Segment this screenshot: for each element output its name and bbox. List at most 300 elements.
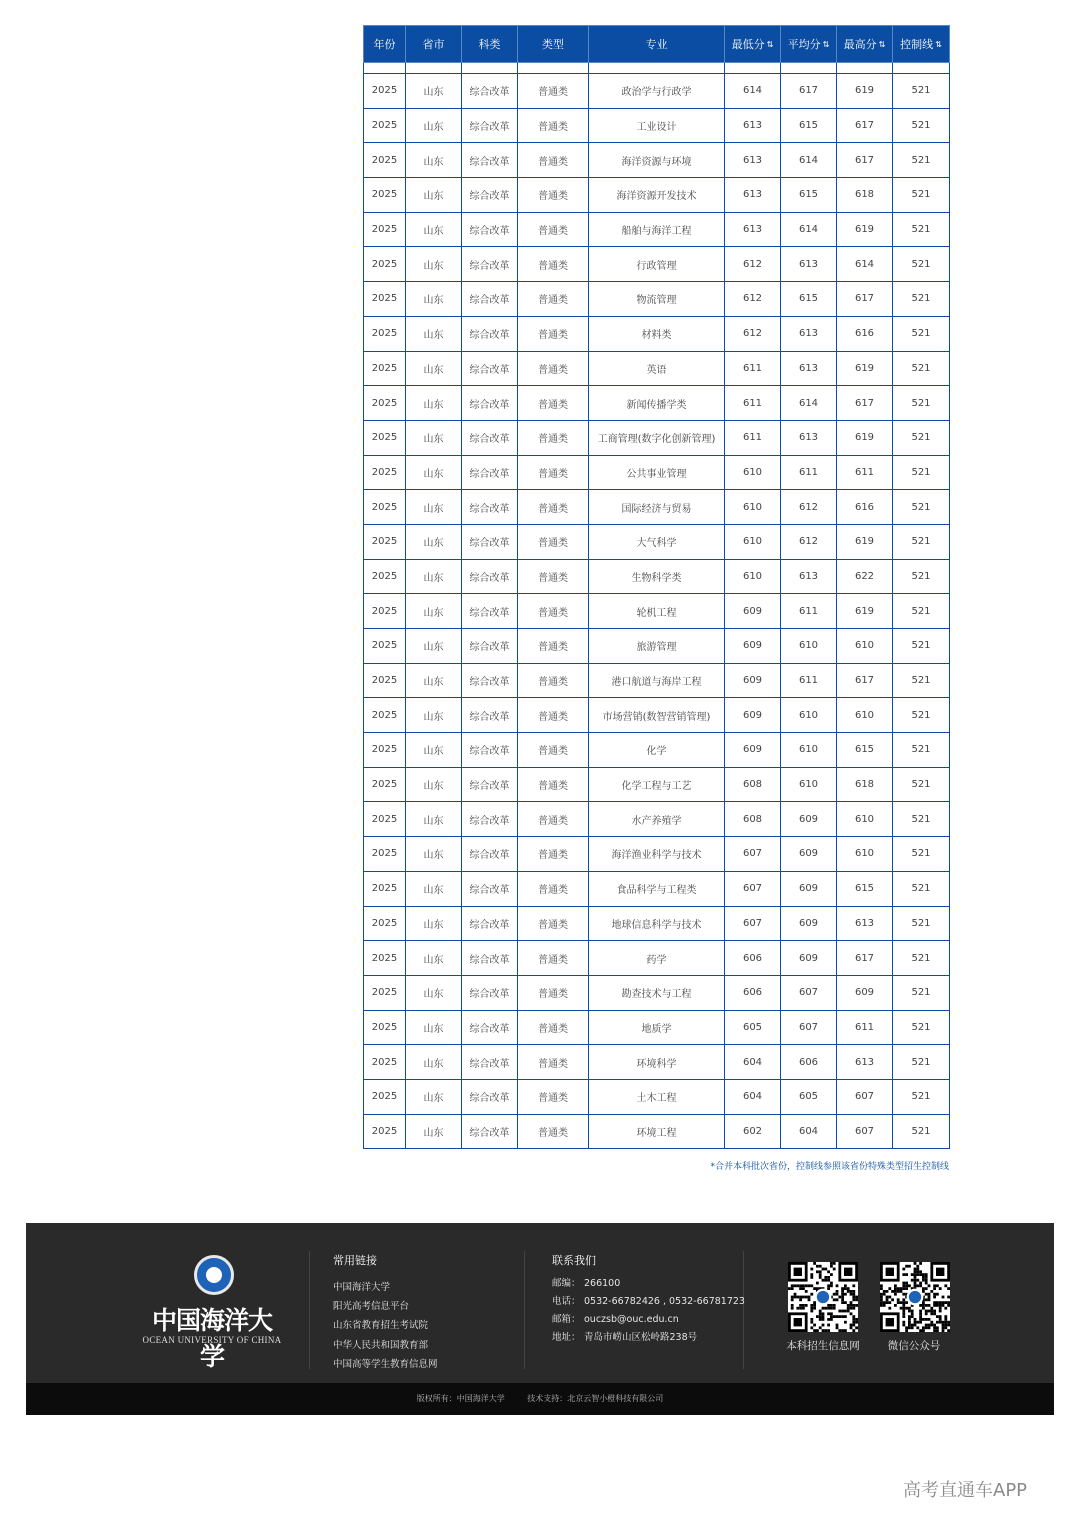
table-cell: 612 (725, 282, 781, 317)
table-cell: 2025 (364, 316, 406, 351)
table-cell: 2025 (364, 74, 406, 109)
table-cell: 521 (893, 524, 950, 559)
table-cell: 607 (725, 906, 781, 941)
university-logo[interactable] (136, 1253, 286, 1371)
table-cell: 2025 (364, 108, 406, 143)
table-cell: 613 (725, 143, 781, 178)
table-cell: 山东 (406, 629, 462, 664)
table-cell: 616 (837, 490, 893, 525)
table-cell: 521 (893, 871, 950, 906)
table-cell: 611 (781, 594, 837, 629)
table-cell: 普通类 (518, 1114, 589, 1149)
table-cell: 综合改革 (462, 420, 518, 455)
table-cell: 521 (893, 663, 950, 698)
table-cell: 船舶与海洋工程 (589, 212, 725, 247)
table-cell: 普通类 (518, 247, 589, 282)
table-cell: 609 (781, 802, 837, 837)
table-cell: 材料类 (589, 316, 725, 351)
table-cell: 609 (725, 733, 781, 768)
table-cell: 2025 (364, 490, 406, 525)
table-cell: 普通类 (518, 212, 589, 247)
table-cell: 普通类 (518, 455, 589, 490)
table-row (364, 178, 950, 213)
table-cell: 610 (837, 837, 893, 872)
table-cell: 521 (893, 212, 950, 247)
table-cell: 综合改革 (462, 178, 518, 213)
table-cell: 2025 (364, 1010, 406, 1045)
table-cell: 611 (781, 663, 837, 698)
table-cell: 综合改革 (462, 1079, 518, 1114)
table-cell: 新闻传播学类 (589, 386, 725, 421)
table-cell: 山东 (406, 594, 462, 629)
column-header (406, 26, 462, 63)
table-cell: 普通类 (518, 351, 589, 386)
table-cell: 港口航道与海岸工程 (589, 663, 725, 698)
table-cell: 2025 (364, 351, 406, 386)
table-cell: 普通类 (518, 282, 589, 317)
table-cell: 521 (893, 420, 950, 455)
table-row (364, 837, 950, 872)
table-cell: 普通类 (518, 420, 589, 455)
table-cell: 普通类 (518, 975, 589, 1010)
table-cell: 613 (781, 247, 837, 282)
table-row (364, 802, 950, 837)
table-cell: 521 (893, 1045, 950, 1080)
table-cell: 山东 (406, 74, 462, 109)
table-cell: 山东 (406, 455, 462, 490)
table-cell: 2025 (364, 698, 406, 733)
table-cell: 521 (893, 247, 950, 282)
table-cell: 607 (781, 1010, 837, 1045)
footer-divider (309, 1251, 310, 1369)
copyright-text: 版权所有：中国海洋大学 (416, 1394, 505, 1403)
table-cell: 610 (781, 767, 837, 802)
table-cell: 611 (725, 351, 781, 386)
table-cell: 609 (725, 594, 781, 629)
table-cell: 综合改革 (462, 837, 518, 872)
table-cell: 612 (781, 490, 837, 525)
table-cell: 613 (725, 212, 781, 247)
table-cell: 521 (893, 975, 950, 1010)
table-cell: 609 (781, 906, 837, 941)
table-cell: 521 (893, 143, 950, 178)
table-row (364, 351, 950, 386)
table-row (364, 212, 950, 247)
footer-link[interactable]: 中华人民共和国教育部 (333, 1339, 429, 1351)
table-cell: 521 (893, 178, 950, 213)
table-cell: 普通类 (518, 1010, 589, 1045)
table-cell: 地质学 (589, 1010, 725, 1045)
table-row (364, 1045, 950, 1080)
table-cell: 海洋资源与环境 (589, 143, 725, 178)
table-cell: 综合改革 (462, 143, 518, 178)
table-cell: 609 (725, 663, 781, 698)
table-cell: 工商管理(数字化创新管理) (589, 420, 725, 455)
table-cell: 2025 (364, 941, 406, 976)
table-row (364, 698, 950, 733)
table-cell: 土木工程 (589, 1079, 725, 1114)
table-cell: 山东 (406, 1114, 462, 1149)
table-cell: 619 (837, 420, 893, 455)
table-cell: 611 (781, 455, 837, 490)
table-cell: 综合改革 (462, 316, 518, 351)
table-cell: 2025 (364, 1045, 406, 1080)
table-cell: 普通类 (518, 1045, 589, 1080)
table-cell: 2025 (364, 212, 406, 247)
table-cell: 614 (781, 143, 837, 178)
table-cell: 2025 (364, 455, 406, 490)
table-cell: 普通类 (518, 629, 589, 664)
table-cell: 613 (781, 351, 837, 386)
table-cell: 614 (781, 212, 837, 247)
table-cell: 综合改革 (462, 247, 518, 282)
table-cell: 综合改革 (462, 351, 518, 386)
table-cell: 604 (725, 1079, 781, 1114)
links-list (333, 1278, 438, 1374)
table-cell: 2025 (364, 1079, 406, 1114)
table-cell: 普通类 (518, 733, 589, 768)
table-cell: 521 (893, 108, 950, 143)
table-cell: 606 (725, 941, 781, 976)
table-cell: 2025 (364, 143, 406, 178)
table-cell: 612 (781, 524, 837, 559)
table-cell: 山东 (406, 941, 462, 976)
table-cell: 国际经济与贸易 (589, 490, 725, 525)
contact-title: 联系我们 (552, 1254, 596, 1267)
sort-icon[interactable]: ⇅ (878, 40, 886, 49)
table-cell: 2025 (364, 386, 406, 421)
footer-link[interactable]: 阳光高考信息平台 (333, 1301, 410, 1313)
table-row (364, 906, 950, 941)
table-cell: 综合改革 (462, 733, 518, 768)
sort-icon[interactable]: ⇅ (766, 40, 774, 49)
table-cell: 综合改革 (462, 524, 518, 559)
table-cell: 普通类 (518, 767, 589, 802)
table-cell: 山东 (406, 316, 462, 351)
table-cell: 山东 (406, 1010, 462, 1045)
table-cell: 普通类 (518, 663, 589, 698)
table-row (364, 108, 950, 143)
app-watermark: 高考直通车APP (903, 1480, 1028, 1501)
table-cell: 609 (781, 871, 837, 906)
table-cell: 605 (725, 1010, 781, 1045)
table-cell: 521 (893, 941, 950, 976)
table-cell: 615 (781, 108, 837, 143)
contact-postcode: 邮编： 266100 (552, 1278, 621, 1289)
table-cell: 山东 (406, 386, 462, 421)
table-cell: 615 (837, 871, 893, 906)
table-cell: 普通类 (518, 108, 589, 143)
table-cell: 山东 (406, 906, 462, 941)
table-cell: 勘查技术与工程 (589, 975, 725, 1010)
column-header[interactable] (893, 26, 950, 63)
table-row (364, 282, 950, 317)
table-cell: 综合改革 (462, 1010, 518, 1045)
table-cell: 环境科学 (589, 1045, 725, 1080)
table-cell: 609 (781, 941, 837, 976)
table-cell: 521 (893, 802, 950, 837)
table-cell: 521 (893, 74, 950, 109)
table-cell: 山东 (406, 1045, 462, 1080)
table-cell: 617 (837, 386, 893, 421)
table-cell: 山东 (406, 282, 462, 317)
sort-icon[interactable]: ⇅ (935, 40, 942, 49)
table-cell: 619 (837, 74, 893, 109)
table-cell: 521 (893, 594, 950, 629)
table-cell: 综合改革 (462, 698, 518, 733)
table-cell: 610 (725, 559, 781, 594)
table-cell: 普通类 (518, 74, 589, 109)
table-cell: 行政管理 (589, 247, 725, 282)
table-cell: 521 (893, 1010, 950, 1045)
table-cell: 617 (837, 143, 893, 178)
table-cell: 山东 (406, 143, 462, 178)
table-cell: 普通类 (518, 143, 589, 178)
table-cell: 综合改革 (462, 282, 518, 317)
table-cell: 613 (837, 1045, 893, 1080)
logo-chinese-name: 中国海洋大学 (151, 1306, 272, 1371)
table-cell: 山东 (406, 871, 462, 906)
table-cell: 609 (781, 837, 837, 872)
qr-caption-wechat[interactable]: 微信公众号 (887, 1340, 941, 1352)
table-cell: 615 (781, 282, 837, 317)
table-cell: 616 (837, 316, 893, 351)
table-cell: 607 (837, 1114, 893, 1149)
table-cell: 521 (893, 490, 950, 525)
table-cell: 2025 (364, 802, 406, 837)
table-row (364, 1114, 950, 1149)
table-cell: 613 (781, 316, 837, 351)
table-cell: 617 (837, 108, 893, 143)
column-header (462, 26, 518, 63)
links-title: 常用链接 (333, 1254, 377, 1267)
table-cell: 521 (893, 906, 950, 941)
table-cell: 普通类 (518, 316, 589, 351)
contact-phone: 电话： 0532-66782426 , 0532-66781723 (552, 1296, 745, 1307)
table-cell: 综合改革 (462, 1045, 518, 1080)
table-cell: 山东 (406, 733, 462, 768)
table-cell: 海洋资源开发技术 (589, 178, 725, 213)
table-cell: 612 (725, 247, 781, 282)
table-cell: 山东 (406, 767, 462, 802)
table-row (364, 143, 950, 178)
table-cell: 521 (893, 455, 950, 490)
table-cell: 综合改革 (462, 906, 518, 941)
table-cell: 619 (837, 351, 893, 386)
university-emblem-icon (194, 1255, 234, 1295)
table-cell: 610 (725, 524, 781, 559)
table-cell: 山东 (406, 975, 462, 1010)
column-header (589, 26, 725, 63)
footer-link[interactable]: 中国海洋大学 (333, 1282, 391, 1293)
table-cell: 综合改革 (462, 490, 518, 525)
column-header[interactable] (725, 26, 781, 63)
table-cell: 2025 (364, 524, 406, 559)
table-cell: 市场营销(数智营销管理) (589, 698, 725, 733)
table-cell: 综合改革 (462, 455, 518, 490)
table-cell: 613 (725, 178, 781, 213)
column-header-label: 专业 (645, 38, 668, 51)
table-cell: 521 (893, 351, 950, 386)
table-cell: 普通类 (518, 871, 589, 906)
table-cell: 611 (837, 455, 893, 490)
table-cell: 综合改革 (462, 629, 518, 664)
table-row (364, 559, 950, 594)
table-cell: 607 (781, 975, 837, 1010)
control-line-note: *合并本科批次省份，控制线参照该省份特殊类型招生控制线 (710, 1162, 949, 1172)
table-cell: 607 (725, 871, 781, 906)
table-cell: 公共事业管理 (589, 455, 725, 490)
table-row (364, 941, 950, 976)
table-cell: 619 (837, 524, 893, 559)
table-cell: 山东 (406, 212, 462, 247)
table-cell: 地球信息科学与技术 (589, 906, 725, 941)
column-header[interactable] (837, 26, 893, 63)
table-cell: 521 (893, 837, 950, 872)
table-cell: 水产养殖学 (589, 802, 725, 837)
table-cell: 普通类 (518, 802, 589, 837)
table-cell: 大气科学 (589, 524, 725, 559)
table-row (364, 1079, 950, 1114)
table-cell: 521 (893, 559, 950, 594)
table-row (364, 975, 950, 1010)
table-cell: 521 (893, 767, 950, 802)
column-header-label: 平均分 (787, 38, 821, 51)
column-header-label: 最高分 (843, 38, 877, 51)
table-cell: 610 (837, 629, 893, 664)
table-cell: 602 (725, 1114, 781, 1149)
table-cell: 2025 (364, 1114, 406, 1149)
table-cell: 2025 (364, 282, 406, 317)
table-cell: 608 (725, 767, 781, 802)
table-cell: 普通类 (518, 490, 589, 525)
qr-code-icon (880, 1262, 950, 1332)
table-row (364, 767, 950, 802)
footer-divider (524, 1251, 525, 1369)
table-cell: 综合改革 (462, 108, 518, 143)
table-cell: 综合改革 (462, 941, 518, 976)
table-cell: 生物科学类 (589, 559, 725, 594)
column-header-label: 类型 (542, 38, 564, 51)
footer-link[interactable]: 山东省教育招生考试院 (333, 1320, 429, 1332)
table-cell: 普通类 (518, 178, 589, 213)
table-cell: 612 (725, 316, 781, 351)
column-header-label: 控制线 (900, 38, 934, 51)
table-row (364, 490, 950, 525)
table-cell: 工业设计 (589, 108, 725, 143)
table-cell: 610 (781, 733, 837, 768)
table-cell: 普通类 (518, 524, 589, 559)
table-cell: 山东 (406, 178, 462, 213)
table-cell: 山东 (406, 698, 462, 733)
table-cell: 521 (893, 1114, 950, 1149)
footer-copyright-bar (26, 1383, 1054, 1415)
table-cell: 化学 (589, 733, 725, 768)
score-table (363, 25, 950, 1149)
table-cell: 政治学与行政学 (589, 74, 725, 109)
table-cell: 综合改革 (462, 559, 518, 594)
table-cell: 622 (837, 559, 893, 594)
footer (26, 1223, 1054, 1383)
contact-email: 邮箱： ouczsb@ouc.edu.cn (552, 1314, 679, 1325)
table-cell: 617 (837, 282, 893, 317)
table-cell: 610 (781, 629, 837, 664)
table-cell: 521 (893, 1079, 950, 1114)
table-cell: 综合改革 (462, 975, 518, 1010)
table-cell: 普通类 (518, 559, 589, 594)
column-header[interactable] (781, 26, 837, 63)
table-cell: 613 (781, 559, 837, 594)
table-cell: 综合改革 (462, 663, 518, 698)
qr-caption-admissions[interactable]: 本科招生信息网 (786, 1340, 860, 1352)
table-cell: 617 (781, 74, 837, 109)
table-cell: 2025 (364, 906, 406, 941)
table-cell: 619 (837, 212, 893, 247)
footer-link[interactable]: 中国高等学生教育信息网 (333, 1358, 438, 1370)
table-row (364, 386, 950, 421)
table-cell: 综合改革 (462, 802, 518, 837)
sort-icon[interactable]: ⇅ (822, 40, 830, 49)
table-cell: 物流管理 (589, 282, 725, 317)
table-cell: 611 (837, 1010, 893, 1045)
table-cell: 2025 (364, 663, 406, 698)
table-row (364, 455, 950, 490)
table-cell: 617 (837, 941, 893, 976)
table-cell: 海洋渔业科学与技术 (589, 837, 725, 872)
column-header-label: 省市 (422, 38, 445, 51)
table-cell: 2025 (364, 871, 406, 906)
table-cell: 普通类 (518, 941, 589, 976)
table-cell: 521 (893, 386, 950, 421)
table-row (364, 420, 950, 455)
table-row (364, 733, 950, 768)
table-cell: 2025 (364, 247, 406, 282)
table-cell: 521 (893, 282, 950, 317)
table-cell: 615 (781, 178, 837, 213)
table-cell: 化学工程与工艺 (589, 767, 725, 802)
table-cell: 2025 (364, 178, 406, 213)
table-row (364, 74, 950, 109)
table-cell: 614 (781, 386, 837, 421)
table-cell: 综合改革 (462, 871, 518, 906)
table-cell: 普通类 (518, 1079, 589, 1114)
table-row (364, 871, 950, 906)
table-cell: 普通类 (518, 386, 589, 421)
table-cell: 610 (781, 698, 837, 733)
table-cell: 609 (725, 698, 781, 733)
table-cell: 618 (837, 178, 893, 213)
table-cell: 综合改革 (462, 386, 518, 421)
table-cell: 606 (725, 975, 781, 1010)
contact-info (552, 1275, 745, 1347)
table-cell: 613 (837, 906, 893, 941)
table-cell: 2025 (364, 559, 406, 594)
tech-support-text: 技术支持：北京云智小橙科技有限公司 (527, 1394, 664, 1403)
table-cell: 613 (781, 420, 837, 455)
table-cell: 山东 (406, 1079, 462, 1114)
table-header-row (364, 26, 950, 63)
column-header-label: 年份 (373, 38, 396, 51)
table-cell: 山东 (406, 420, 462, 455)
column-header (518, 26, 589, 63)
table-cell: 旅游管理 (589, 629, 725, 664)
table-cell: 604 (781, 1114, 837, 1149)
table-cell: 609 (725, 629, 781, 664)
table-cell: 608 (725, 802, 781, 837)
table-cell: 521 (893, 316, 950, 351)
table-cell: 山东 (406, 802, 462, 837)
qr-code-icon (788, 1262, 858, 1332)
